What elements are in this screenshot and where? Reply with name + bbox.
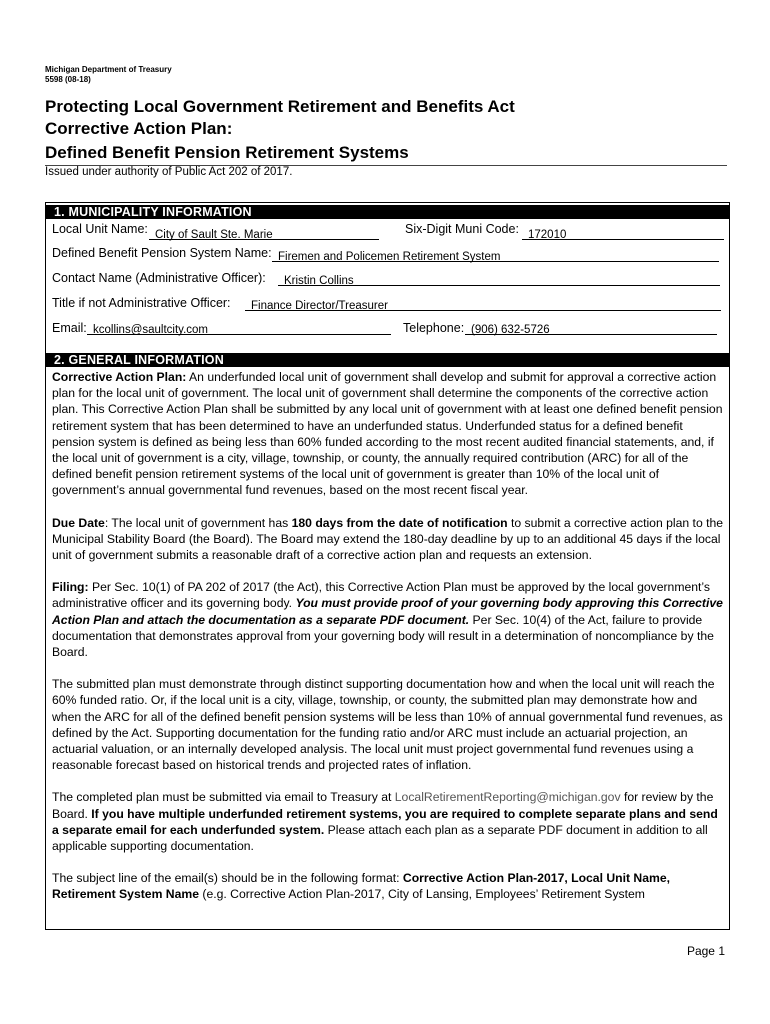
treasury-email-link[interactable]: LocalRetirementReporting@michigan.gov — [394, 790, 621, 805]
form-title-line1: Protecting Local Government Retirement and Benefits Act — [45, 97, 515, 116]
officer-title-field[interactable] — [245, 294, 721, 311]
form-title-line3: Defined Benefit Pension Retirement Systems — [45, 143, 409, 162]
pension-system-label: Defined Benefit Pension System Name: — [52, 246, 272, 260]
issued-authority: Issued under authority of Public Act 202 of 2017. — [45, 166, 293, 178]
officer-title-label: Title if not Administrative Officer: — [52, 296, 231, 310]
general-info-text — [52, 369, 724, 919]
page-number: Page 1 — [686, 944, 725, 958]
muni-code-value: 172010 — [528, 229, 567, 241]
due-date-paragraph: Due Date: The local unit of government has 180 days from the date of notification to submit a corrective action plan to the Municipal Stability Board (the Board). The Board may extend the 180-day deadline by up to an additional 45 days if the local unit of government submits a reasonable draft of a corrective action plan and requests an extension. — [52, 515, 724, 563]
local-unit-label: Local Unit Name: — [52, 222, 148, 236]
filing-paragraph: Filing: Per Sec. 10(1) of PA 202 of 2017 (the Act), this Corrective Action Plan must be approved by the local government’s administrative officer and its governing body. You must provide proof of your governing body approving this Corrective Action Plan and attach the documentation as a separate PDF document. Per Sec. 10(4) of the Act, failure to provide documentation that demonstrates approval from your governing body will result in a determination of noncompliance by the Board. — [52, 580, 723, 660]
local-unit-value: City of Sault Ste. Marie — [155, 229, 273, 241]
contact-name-label: Contact Name (Administrative Officer): — [52, 271, 266, 285]
email-field[interactable] — [87, 318, 391, 335]
telephone-label: Telephone: — [403, 321, 465, 335]
email-value: kcollins@saultcity.com — [93, 324, 208, 336]
corrective-action-paragraph: Corrective Action Plan: An underfunded local unit of government shall develop and submit for approval a corrective action plan for the local unit of government. The local unit of government shall determine the components of the corrective action plan. This Corrective Action Plan shall be submitted by any local unit of government with at least one defined benefit pension retirement system that has been determined to have an underfunded status. Underfunded status for a defined benefit pension system is defined as being less than 60% funded according to the most recent audited financial statements, and, if the local unit of government is a city, village, township, or county, the annually required contribution (ARC) for all of the defined benefit pension retirement systems of the local unit of government is greater than 10% of the local unit of government’s annual governmental fund revenues, based on the most recent fiscal year. — [52, 370, 723, 498]
muni-code-label: Six-Digit Muni Code: — [405, 222, 519, 236]
email-label: Email: — [52, 321, 87, 335]
officer-title-value: Finance Director/Treasurer — [251, 300, 388, 312]
section2-heading: 2. GENERAL INFORMATION — [46, 353, 729, 367]
funding-ratio-paragraph: The submitted plan must demonstrate through distinct supporting documentation how and when the local unit will reach the 60% funded ratio. Or, if the local unit is a city, village, township, or county, the submitted plan may demonstrate how and when the ARC for all of the defined benefit pension systems will be less than 10% of annual governmental fund revenues, as defined by the Act. Supporting documentation for the funding ratio and/or ARC must include an actuarial projection, an actuarial valuation, or an internally developed analysis. The local unit must project governmental fund revenues using a reasonable forecast based on historical trends and projected rates of inflation. — [52, 677, 723, 773]
submission-paragraph: The completed plan must be submitted via email to Treasury at LocalRetirementReporting@michigan.gov for review by the Board. If you have multiple underfunded retirement systems, you are required to complete separate plans and send a separate email for each underfunded system. Please attach each plan as a separate PDF document in addition to all applicable supporting documentation. — [52, 790, 718, 854]
pension-system-value: Firemen and Policemen Retirement System — [278, 251, 501, 263]
telephone-field[interactable] — [465, 318, 717, 335]
form-box — [45, 202, 730, 930]
subject-line-paragraph: The subject line of the email(s) should be in the following format: Corrective Action Plan-2017, Local Unit Name, Retirement System Name (e.g. Corrective Action Plan-2017, City of Lansing, Employees’ Retirement System — [52, 871, 670, 902]
muni-code-field[interactable] — [522, 223, 724, 240]
agency-name: Michigan Department of Treasury — [45, 65, 172, 74]
form-number: 5598 (08-18) — [45, 75, 91, 84]
contact-name-field[interactable] — [278, 269, 720, 286]
contact-name-value: Kristin Collins — [284, 275, 354, 287]
telephone-value: (906) 632-5726 — [471, 324, 550, 336]
pension-system-field[interactable] — [272, 245, 719, 262]
form-title-line2: Corrective Action Plan: — [45, 119, 233, 138]
local-unit-field[interactable] — [149, 223, 379, 240]
section1-heading: 1. MUNICIPALITY INFORMATION — [46, 205, 729, 219]
